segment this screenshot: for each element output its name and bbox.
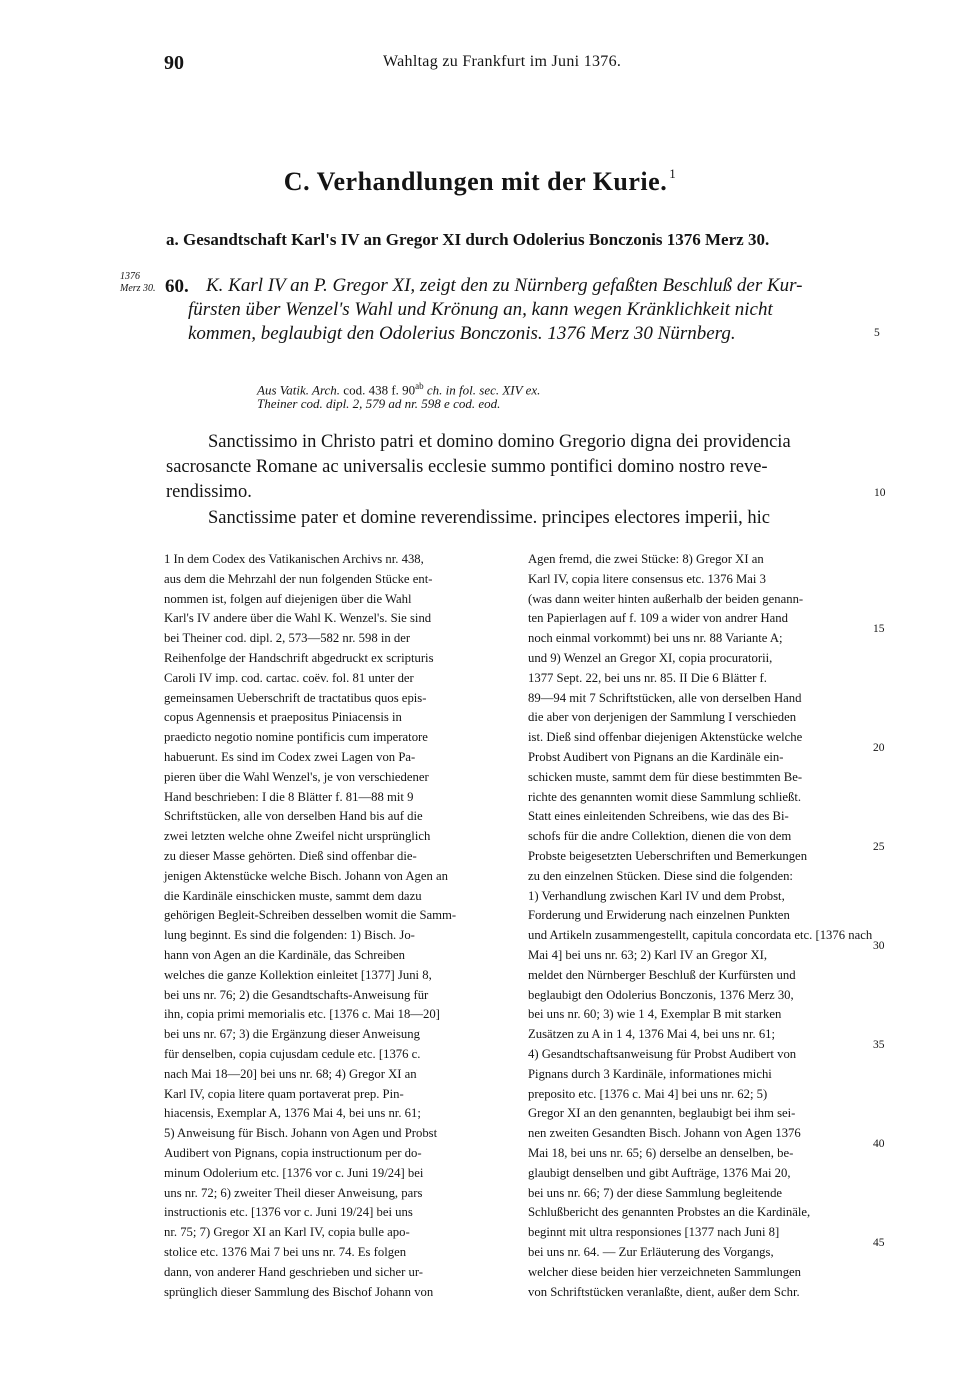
footnote-line: beginnt mit ultra responsiones [1377 nach Juni 8] <box>528 1225 780 1240</box>
footnote-line: nen zweiten Gesandten Bisch. Johann von Agen 1376 <box>528 1126 801 1141</box>
footnote-line: bei uns nr. 66; 7) der diese Sammlung begleitende <box>528 1185 783 1200</box>
margin-line-number: 40 <box>873 1138 885 1151</box>
footnote-line: 4) Gesandtschaftsanweisung für Probst Audibert von <box>528 1047 797 1061</box>
footnote-line: praedicto negotio nomine pontificis cum imperatore <box>164 730 428 745</box>
footnote-line: bei uns nr. 76; 2) die Gesandtschafts-Anweisung für <box>164 987 429 1002</box>
footnote-line: Karl IV, copia litere quam portaverat prep. Pin- <box>164 1086 404 1101</box>
source-line-2 <box>257 395 500 412</box>
footnote-line: welches die ganze Kollektion einleitet [1377] Juni 8, <box>164 967 432 982</box>
footnote-line: noch einmal vorkommt) bei uns nr. 88 Variante A; <box>528 631 783 646</box>
side-year: 1376 <box>120 271 140 282</box>
footnote-line: bei uns nr. 67; 3) die Ergänzung dieser Anweisung <box>164 1027 420 1042</box>
section-title <box>0 166 960 197</box>
body-line: rendissimo. <box>166 482 252 502</box>
footnote-line: 1) Verhandlung zwischen Karl IV und dem Probst, <box>528 888 785 903</box>
footnote-line: schofs für die andre Collektion, dienen die von dem <box>528 829 792 844</box>
footnote-line: Probste beigesetzten Ueberschriften und Bemerkungen <box>528 849 808 863</box>
footnote-line: nommen ist, folgen auf diejenigen über die Wahl <box>164 591 412 606</box>
footnote-line: Schriftstücken, alle von derselben Hand bis auf die <box>164 809 423 824</box>
footnote-line: preposito etc. [1376 c. Mai 4] bei uns nr. 62; 5) <box>528 1086 768 1101</box>
footnote-line: bei uns nr. 60; 3) wie 1 4, Exemplar B mit starken <box>528 1007 782 1022</box>
margin-line-number: 30 <box>873 940 885 953</box>
footnote-line: hann von Agen an die Kardinäle, das Schreiben <box>164 948 405 962</box>
footnote-line: Mai 18, bei uns nr. 65; 6) derselbe an denselben, be- <box>528 1146 794 1160</box>
footnote-line: beglaubigt den Odolerius Bonczonis, 1376 Merz 30, <box>528 987 794 1002</box>
footnote-line: lung beginnt. Es sind die folgenden: 1) Bisch. Jo- <box>164 928 415 943</box>
footnote-line: ist. Dieß sind offenbar diejenigen Aktenstücke welche <box>528 730 803 745</box>
footnote-line: glaubigt denselben und gibt Aufträge, 1376 Mai 20, <box>528 1165 791 1180</box>
footnote-line: 1377 Sept. 22, bei uns nr. 85. II Die 6 Blätter f. <box>528 670 767 685</box>
footnote-line: (was dann weiter hinten außerhalb der beiden genann- <box>528 591 804 606</box>
footnote-line: zu dieser Masse gehörten. Dieß sind offenbar die- <box>164 849 417 863</box>
source-edition: Theiner cod. dipl. 2, 579 ad nr. 598 e cod. eod. <box>257 396 501 411</box>
source-archive: Aus Vatik. Arch. <box>257 382 341 398</box>
side-date: Merz 30. <box>120 283 156 294</box>
margin-line-number: 15 <box>873 623 885 636</box>
margin-line-number: 5 <box>874 327 880 339</box>
footnote-mark[interactable]: 1 <box>669 166 677 181</box>
source-description: ch. in fol. sec. XIV ex. <box>423 382 541 398</box>
footnote-line: copus Agennensis et praepositus Piniacensis in <box>164 710 402 725</box>
footnote-line: ihn, copia primi memorialis etc. [1376 c. Mai 18—20] <box>164 1007 440 1022</box>
footnote-line: 89—94 mit 7 Schriftstücken, alle von derselben Hand <box>528 690 802 705</box>
footnote-line: welcher diese beiden hier verzeichneten Sammlungen <box>528 1264 802 1279</box>
footnote-line: und Artikeln zusammengestellt, capitula concordata etc. [1376 nach <box>528 928 873 943</box>
footnote-line: von Schriftstücken veranlaßte, dient, außer dem Schr. <box>528 1284 800 1299</box>
margin-line-number: 25 <box>873 841 885 854</box>
footnote-line: Karl's IV andere über die Wahl K. Wenzel's. Sie sind <box>164 611 432 626</box>
footnote-line: nr. 75; 7) Gregor XI an Karl IV, copia bulle apo- <box>164 1225 410 1240</box>
footnote-line: Pignans durch 3 Kardinäle, informationes michi <box>528 1066 772 1081</box>
section-title-text: C. Verhandlungen mit der Kurie. <box>283 167 668 196</box>
footnote-line: minum Odolerium etc. [1376 vor c. Juni 19/24] bei <box>164 1165 424 1180</box>
footnote-line: richte des genannten womit diese Sammlung schließt. <box>528 789 802 804</box>
footnote-line: habuerunt. Es sind im Codex zwei Lagen von Pa- <box>164 750 416 764</box>
running-head: Wahltag zu Frankfurt im Juni 1376. <box>383 53 622 70</box>
regest-line: fürsten über Wenzel's Wahl und Krönung an, kann wegen Kränklichkeit nicht <box>188 299 773 320</box>
footnote-line: aus dem die Mehrzahl der nun folgenden Stücke ent- <box>164 571 433 586</box>
footnote-line: Karl IV, copia litere consensus etc. 1376 Mai 3 <box>528 571 766 586</box>
footnote-line: die Kardinäle einschicken muste, sammt dem dazu <box>164 888 422 903</box>
footnote-line: Probst Audibert von Pignans an die Kardinäle ein- <box>528 750 784 764</box>
footnote-line: 1 In dem Codex des Vatikanischen Archivs nr. 438, <box>164 552 424 566</box>
footnote-line: Hand beschrieben: I die 8 Blätter f. 81—88 mit 9 <box>164 789 414 804</box>
source-codex: cod. 438 f. 90 <box>340 382 416 398</box>
footnote-line: ten Papierlagen auf f. 109 a wider von andrer Hand <box>528 611 788 626</box>
footnote-line: Audibert von Pignans, copia instructionum per do- <box>164 1146 422 1160</box>
footnote-line: dann, von anderer Hand geschrieben und sicher ur- <box>164 1264 424 1279</box>
regest-line: K. Karl IV an P. Gregor XI, zeigt den zu Nürnberg gefaßten Beschluß der Kur- <box>206 275 803 296</box>
body-line: Sanctissime pater et domine reverendissime. principes electores imperii, hic <box>208 508 771 528</box>
margin-line-number: 35 <box>873 1039 885 1052</box>
footnote-line: hiacensis, Exemplar A, 1376 Mai 4, bei uns nr. 61; <box>164 1106 421 1121</box>
footnote-line: instructionis etc. [1376 vor c. Juni 19/24] bei uns <box>164 1205 413 1220</box>
footnote-line: sprünglich dieser Sammlung des Bischof Johann von <box>164 1284 434 1299</box>
footnote-line: pieren über die Wahl Wenzel's, je von verschiedener <box>164 769 429 784</box>
margin-line-number: 45 <box>873 1237 885 1250</box>
footnote-line: bei Theiner cod. dipl. 2, 573—582 nr. 598 in der <box>164 631 411 646</box>
footnote-line: Statt eines einleitenden Schreibens, wie das des Bi- <box>528 809 789 824</box>
source-folio-sup: ab <box>415 381 424 391</box>
footnote-line: jenigen Aktenstücke welche Bisch. Johann von Agen an <box>164 868 448 883</box>
footnote-line: bei uns nr. 64. — Zur Erläuterung des Vorgangs, <box>528 1245 774 1259</box>
body-line: sacrosancte Romane ac universalis ecclesie summo pontifici domino nostro reve- <box>166 457 768 477</box>
footnote-line: schicken muste, sammt dem für diese bestimmten Be- <box>528 769 803 784</box>
footnote-line: die aber von derjenigen der Sammlung I verschieden <box>528 710 797 725</box>
footnote-line: Gregor XI an den genannten, beglaubigt bei ihm sei- <box>528 1106 796 1121</box>
regest-line: kommen, beglaubigt den Odolerius Bonczonis. 1376 Merz 30 Nürnberg. <box>188 323 736 344</box>
footnote-line: und 9) Wenzel an Gregor XI, copia procuratorii, <box>528 651 773 665</box>
footnote-line: Forderung und Erwiderung nach einzelnen Punkten <box>528 908 790 923</box>
document-number: 60. <box>165 276 189 297</box>
footnote-line: stolice etc. 1376 Mai 7 bei uns nr. 74. Es folgen <box>164 1245 407 1259</box>
footnote-line: Reihenfolge der Handschrift abgedruckt ex scripturis <box>164 651 434 665</box>
footnote-line: meldet den Nürnberger Beschluß der Kurfürsten und <box>528 967 796 982</box>
margin-line-number: 20 <box>873 742 885 755</box>
footnote-line: Schlußbericht des genannten Probstes an die Kardinäle, <box>528 1205 811 1220</box>
footnote-line: Agen fremd, die zwei Stücke: 8) Gregor XI an <box>528 552 764 566</box>
margin-line-number: 10 <box>874 487 886 499</box>
footnote-line: 5) Anweisung für Bisch. Johann von Agen und Probst <box>164 1126 438 1141</box>
footnote-line: zwei letzten welche ohne Zweifel nicht ursprünglich <box>164 829 431 844</box>
footnote-line: gehörigen Begleit-Schreiben desselben womit die Samm- <box>164 908 457 923</box>
footnote-line: uns nr. 72; 6) zweiter Theil dieser Anweisung, pars <box>164 1185 423 1200</box>
page-number: 90 <box>164 52 184 74</box>
body-line: Sanctissimo in Christo patri et domino domino Gregorio digna dei providencia <box>208 432 791 452</box>
subsection-title: a. Gesandtschaft Karl's IV an Gregor XI durch Odolerius Bonczonis 1376 Merz 30. <box>166 230 770 249</box>
footnote-line: gemeinsamen Ueberschrift de tractatibus quos epis- <box>164 690 427 705</box>
footnote-line: nach Mai 18—20] bei uns nr. 68; 4) Gregor XI an <box>164 1066 417 1081</box>
footnote-line: Caroli IV imp. cod. cartac. coëv. fol. 81 unter der <box>164 670 414 685</box>
footnote-line: für denselben, copia cujusdam cedule etc. [1376 c. <box>164 1047 421 1061</box>
footnote-line: Zusätzen zu A in 1 4, 1376 Mai 4, bei uns nr. 61; <box>528 1027 776 1042</box>
footnote-line: zu den einzelnen Stücken. Diese sind die folgenden: <box>528 868 793 883</box>
footnote-line: Mai 4] bei uns nr. 63; 2) Karl IV an Gregor XI, <box>528 948 768 962</box>
